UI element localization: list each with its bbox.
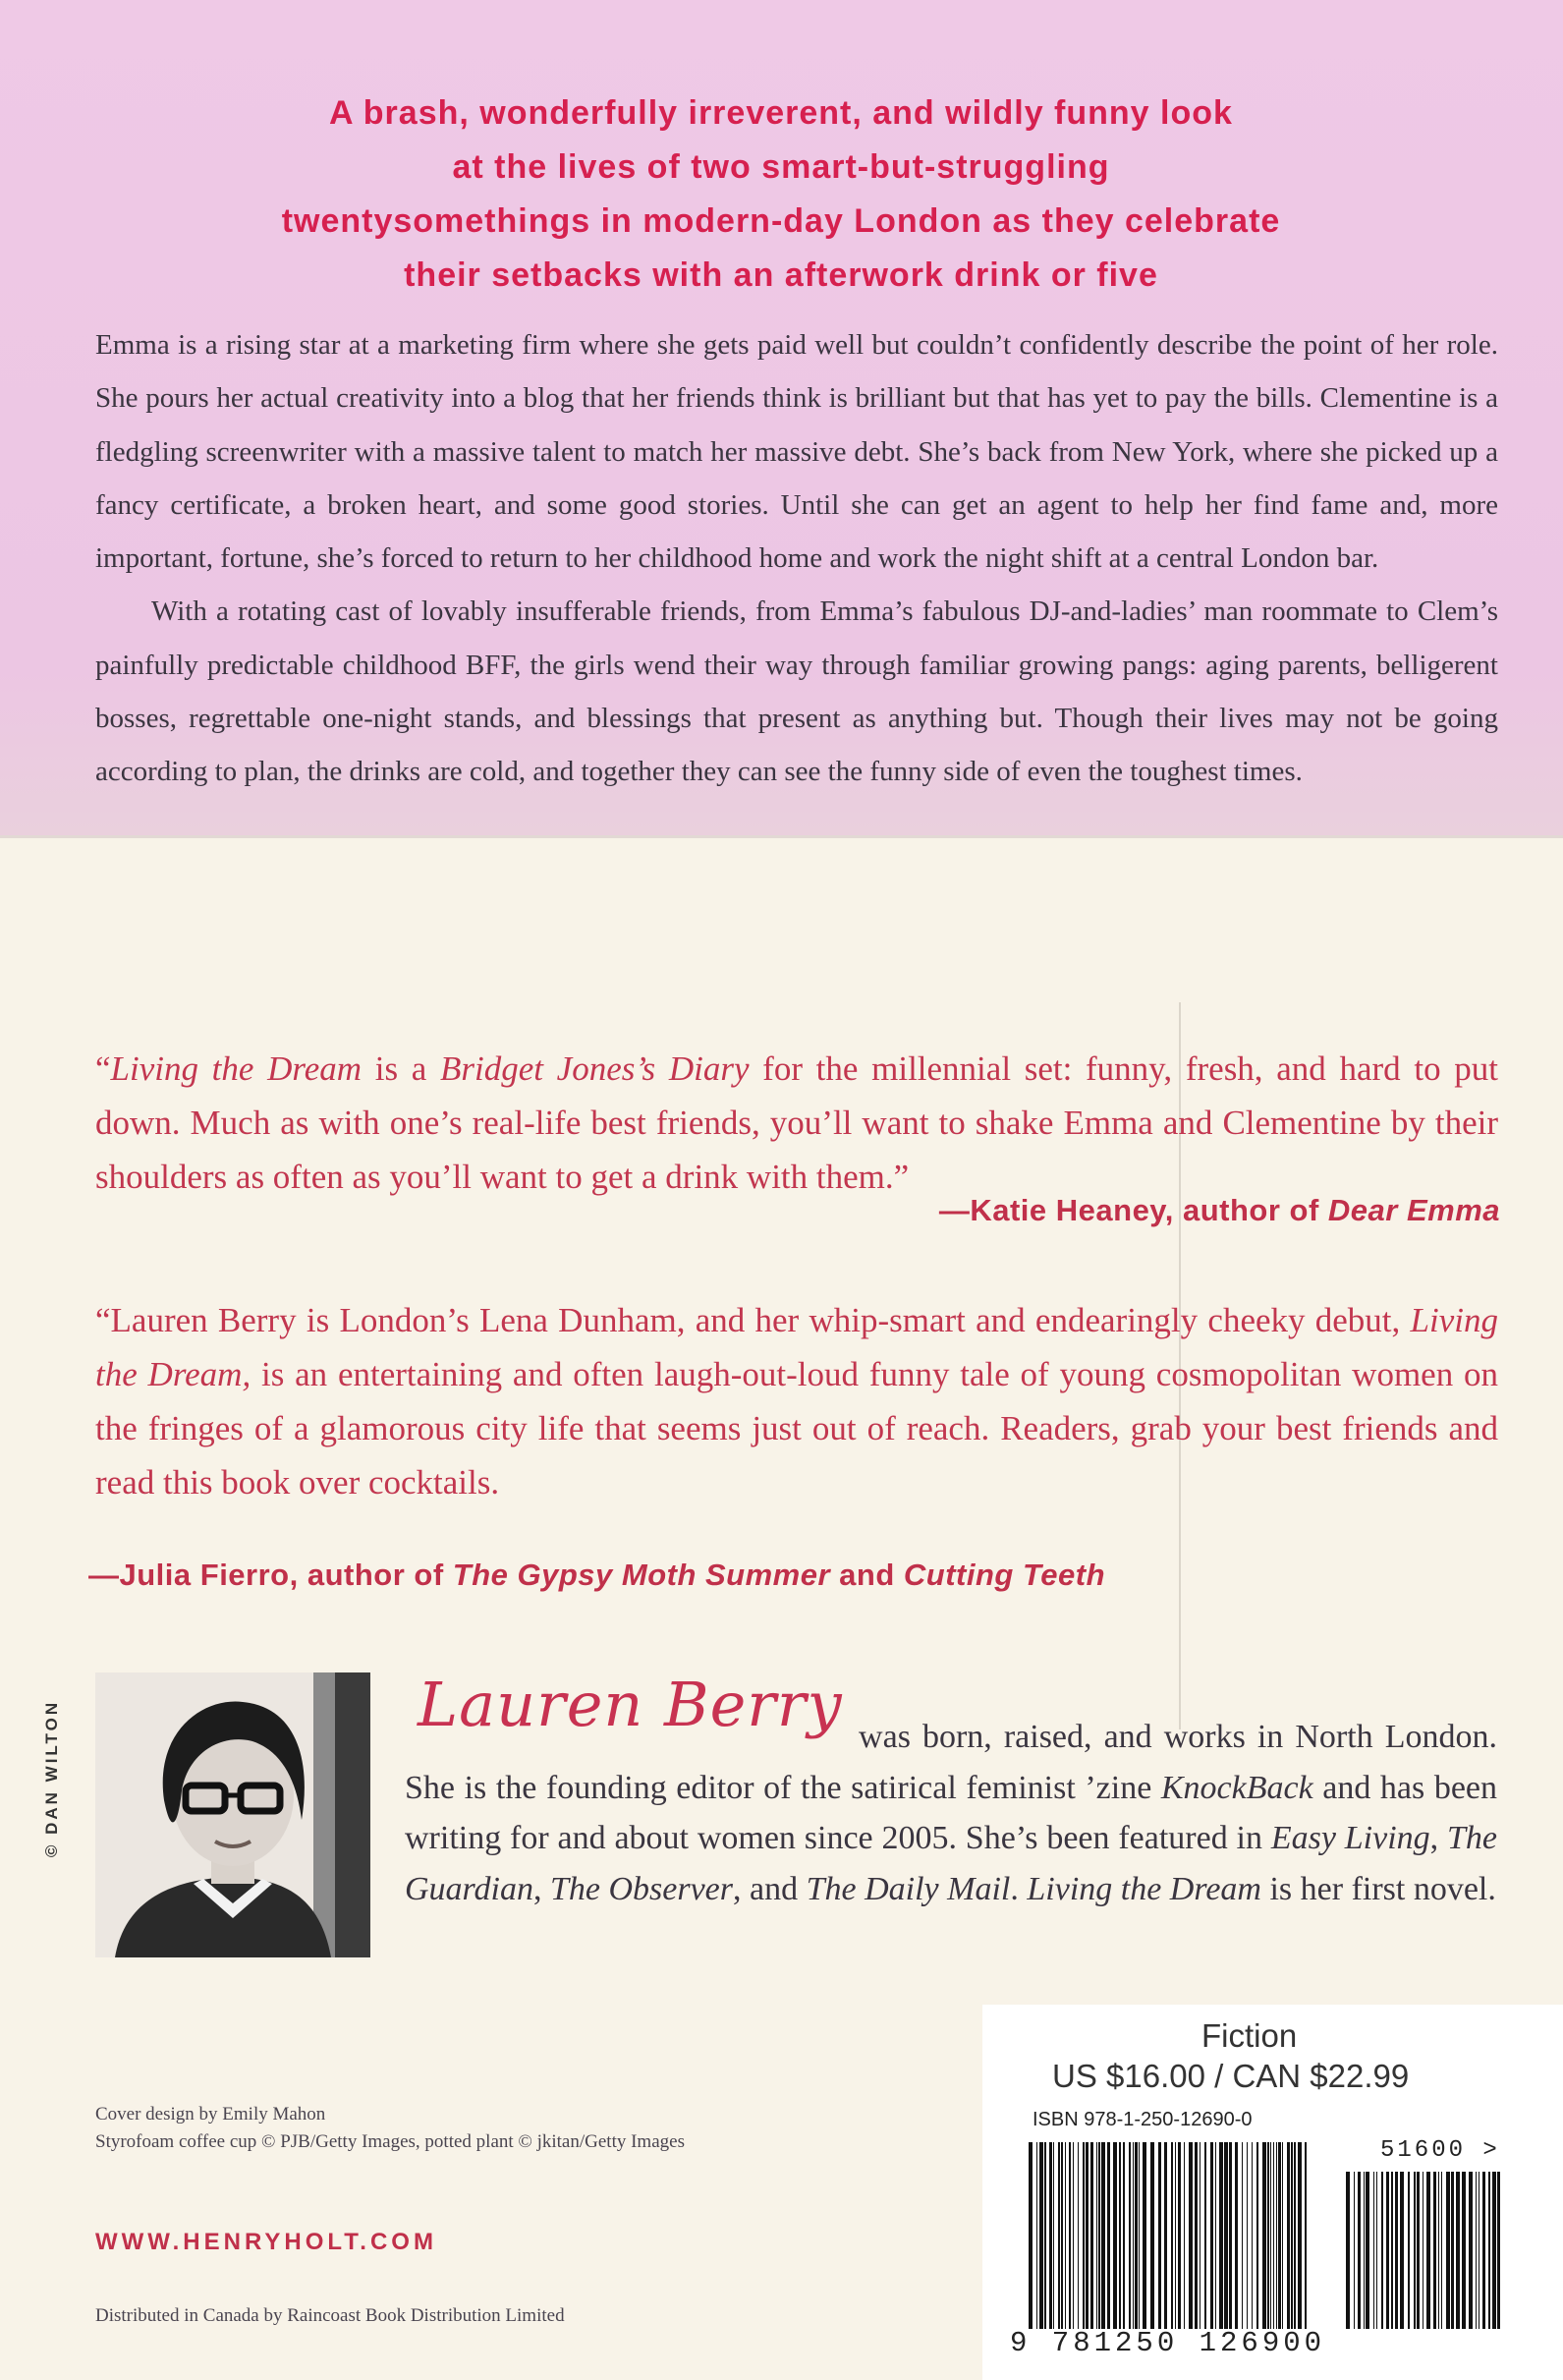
barcode-bar (1469, 2172, 1473, 2329)
headline-line-2: at the lives of two smart-but-struggling (452, 148, 1110, 186)
barcode-bar (1278, 2142, 1281, 2329)
barcode-bar (1164, 2142, 1167, 2329)
fold-line (0, 835, 1563, 838)
barcode-bar (1175, 2142, 1176, 2329)
barcode-bar (1247, 2142, 1248, 2329)
barcode-bar (1381, 2172, 1383, 2329)
quote2-attribution (88, 1558, 1498, 1593)
barcode-bar (1049, 2142, 1052, 2329)
barcode-bar (1358, 2172, 1361, 2329)
barcode-bar (1073, 2142, 1074, 2329)
isbn-label: ISBN 978-1-250-12690-0 (1033, 2109, 1253, 2130)
barcode-bar (1119, 2142, 1121, 2329)
barcode-bar (1386, 2172, 1389, 2329)
author-pub-2: The Guardian (405, 1820, 1498, 1907)
image-credits: Styrofoam coffee cup © PJB/Getty Images, potted plant © jkitan/Getty Images (95, 2131, 685, 2152)
barcode-bar (1276, 2142, 1277, 2329)
barcode-bar (1178, 2142, 1181, 2329)
barcode-bar (1354, 2172, 1355, 2329)
genre-label: Fiction (1201, 2017, 1298, 2054)
author-sep-4: . (1010, 1870, 1028, 1907)
barcode-bar (1053, 2142, 1054, 2329)
barcode-bar (1476, 2172, 1477, 2329)
barcode-bar (1171, 2142, 1173, 2329)
barcode-bar (1417, 2172, 1420, 2329)
barcode-bar (1294, 2142, 1296, 2329)
barcode-bar (1270, 2142, 1271, 2329)
barcode-bar (1451, 2172, 1454, 2329)
barcode-bar (1123, 2142, 1125, 2329)
barcode-bar (1492, 2172, 1496, 2329)
quote2-title: Living the Dream, (95, 1301, 1498, 1393)
barcode-bar (1456, 2172, 1460, 2329)
barcode-bar (1373, 2172, 1374, 2329)
barcode-bar (1482, 2172, 1485, 2329)
barcode-bar (1096, 2142, 1097, 2329)
barcode-bar (1497, 2172, 1500, 2329)
quote1-reference: Bridget Jones’s Diary (440, 1049, 750, 1088)
barcode-bar (1235, 2142, 1238, 2329)
author-sep-2: , (532, 1870, 550, 1907)
barcode-bar (1078, 2142, 1079, 2329)
quote1-attribution (714, 1193, 1500, 1228)
barcode-bar (1433, 2172, 1436, 2329)
barcode-bar (1488, 2172, 1490, 2329)
barcode-bar (1395, 2172, 1398, 2329)
barcode-addon (1344, 2172, 1506, 2329)
quote2-and: and (830, 1558, 904, 1592)
barcode-bar (1400, 2172, 1404, 2329)
barcode-bar (1065, 2142, 1066, 2329)
barcode-bar (1224, 2142, 1228, 2329)
quote2-text-1: “Lauren Berry is London’s Lena Dunham, and her whip-smart and endearingly cheeky debut, (95, 1301, 1411, 1339)
quote2-text-2: is an entertaining and often laugh-out-loud funny tale of young cosmopolitan women on the fringes of a glamorous city life that seems just out of reach. Readers, grab your best friends and read this book over cocktails. (95, 1355, 1498, 1502)
headline-line-4: their setbacks with an afterwork drink or five (404, 256, 1158, 294)
barcode-bar (1282, 2142, 1283, 2329)
barcode-digits: 9 781250 126900 (1010, 2327, 1326, 2359)
barcode-bar (1376, 2172, 1377, 2329)
photo-credit: © DAN WILTON (42, 1699, 61, 1858)
blurb (95, 318, 1498, 799)
author-bio-1: was born, raised, and works in North London. She is the founding editor of the satirical feminist ’zine (405, 1719, 1497, 1806)
barcode-bar (1366, 2172, 1369, 2329)
barcode-bar (1086, 2142, 1089, 2329)
barcode-bar (1036, 2142, 1037, 2329)
author-bio-2: and has been writing for and about women since 2005. She’s been featured in (405, 1769, 1497, 1856)
barcode-bar (1204, 2142, 1206, 2329)
barcode-bar (1129, 2142, 1131, 2329)
review-quote-1 (95, 1042, 1498, 1204)
barcode-bar (1242, 2142, 1243, 2329)
barcode-bar (1044, 2142, 1046, 2329)
barcode-bar (1107, 2142, 1110, 2329)
author-zine: KnockBack (1160, 1769, 1313, 1806)
author-novel: Living the Dream (1027, 1870, 1261, 1907)
author-signature: Lauren Berry (418, 1669, 843, 1740)
barcode-bar (1262, 2142, 1266, 2329)
cover-design-credit: Cover design by Emily Mahon (95, 2104, 326, 2125)
barcode-bar (1133, 2142, 1134, 2329)
quote1-title: Living the Dream (110, 1049, 363, 1088)
barcode-bar (1139, 2142, 1140, 2329)
barcode-bar (1305, 2142, 1307, 2329)
barcode-bar (1229, 2142, 1232, 2329)
barcode-bar (1252, 2142, 1253, 2329)
barcode-bar (1143, 2142, 1146, 2329)
barcode-bar (1135, 2142, 1138, 2329)
barcode-bar (1426, 2172, 1430, 2329)
barcode-main (1027, 2142, 1312, 2329)
price-label: US $16.00 / CAN $22.99 (1052, 2058, 1410, 2094)
blurb-paragraph-1: Emma is a rising star at a marketing firm where she gets paid well but couldn’t confidently describe the point of her role. She pours her actual creativity into a blog that her friends think is brilliant but that has yet to pay the bills. Clementine is a fledgling screenwriter with a massive talent to match her massive debt. She’s back from New York, where she picked up a fancy certificate, a broken heart, and some good stories. Until she can get an agent to help her find fame and, more important, fortune, she’s forced to return to her childhood home and work the night shift at a central London bar. (95, 329, 1498, 575)
quote1-attribution-text: —Katie Heaney, author of (938, 1193, 1328, 1227)
barcode-bar (1219, 2142, 1223, 2329)
quote1-text-2: for the millennial set: funny, fresh, and hard to put down. Much as with one’s real-life best friends, you’ll want to shake Emma and Clementine by their shoulders as often as you’ll want to get a drink with them.” (95, 1049, 1498, 1196)
barcode-bar (1210, 2142, 1213, 2329)
barcode-bar (1215, 2142, 1216, 2329)
review-quote-2 (95, 1293, 1498, 1509)
barcode-bar (1069, 2142, 1071, 2329)
barcode-bar (1061, 2142, 1063, 2329)
author-photo (95, 1672, 370, 1957)
barcode-bar (1029, 2142, 1033, 2329)
blurb-paragraph-2: With a rotating cast of lovably insufferable friends, from Emma’s fabulous DJ-and-ladies’ man roommate to Clem’s painfully predictable childhood BFF, the girls wend their way through familiar growing pangs: aging parents, belligerent bosses, regrettable one-night stands, and blessings that present as anything but. Though their lives may not be going according to plan, the drinks are cold, and together they can see the funny side of even the toughest times. (95, 595, 1498, 788)
author-bio-3: is her first novel. (1260, 1870, 1496, 1907)
author-pub-4: The Daily Mail (806, 1870, 1011, 1907)
barcode-bar (1090, 2142, 1093, 2329)
barcode-bar (1408, 2172, 1410, 2329)
barcode-bar (1291, 2142, 1293, 2329)
distribution-credit: Distributed in Canada by Raincoast Book Distribution Limited (95, 2305, 565, 2326)
barcode-bar (1101, 2142, 1105, 2329)
barcode-bar (1267, 2142, 1269, 2329)
quote1-attribution-book: Dear Emma (1327, 1193, 1500, 1227)
barcode-bar (1158, 2142, 1161, 2329)
author-pub-1: Easy Living (1270, 1820, 1430, 1856)
headline (147, 86, 1415, 303)
barcode-bar (1287, 2142, 1290, 2329)
barcode-bar (1189, 2142, 1193, 2329)
barcode-bar (1113, 2142, 1117, 2329)
barcode-bar (1438, 2172, 1439, 2329)
barcode-bar (1346, 2172, 1350, 2329)
author-pub-3: The Observer (549, 1870, 734, 1907)
barcode-bar (1058, 2142, 1060, 2329)
barcode-bar (1446, 2172, 1450, 2329)
barcode-bar (1150, 2142, 1154, 2329)
quote2-book-2: Cutting Teeth (903, 1558, 1105, 1592)
barcode-bar (1039, 2142, 1043, 2329)
barcode-bar (1184, 2142, 1185, 2329)
quote2-book-1: The Gypsy Moth Summer (452, 1558, 831, 1592)
barcode-bar (1083, 2142, 1085, 2329)
barcode-bar (1462, 2172, 1466, 2329)
headline-line-3: twentysomethings in modern-day London as they celebrate (281, 202, 1281, 240)
publisher-website: WWW.HENRYHOLT.COM (95, 2229, 437, 2255)
headline-line-1: A brash, wonderfully irreverent, and wildly funny look (329, 94, 1233, 132)
barcode-bar (1273, 2142, 1274, 2329)
barcode-bar (1391, 2172, 1393, 2329)
barcode-bar (1298, 2142, 1302, 2329)
barcode-bar (1256, 2142, 1258, 2329)
barcode-bar (1364, 2172, 1365, 2329)
author-sep-3: , and (733, 1870, 807, 1907)
barcode-bar (1414, 2172, 1416, 2329)
author-sep-1: , (1429, 1820, 1448, 1856)
quote1-text-1: is a (362, 1049, 440, 1088)
barcode-bar (1098, 2142, 1100, 2329)
quote1-open: “ (95, 1049, 111, 1088)
quote2-attribution-text: —Julia Fierro, author of (88, 1558, 453, 1592)
addon-digits: 51600 > (1380, 2137, 1500, 2164)
barcode-bar (1441, 2172, 1442, 2329)
barcode-bar (1195, 2142, 1198, 2329)
author-bio (405, 1712, 1497, 1914)
